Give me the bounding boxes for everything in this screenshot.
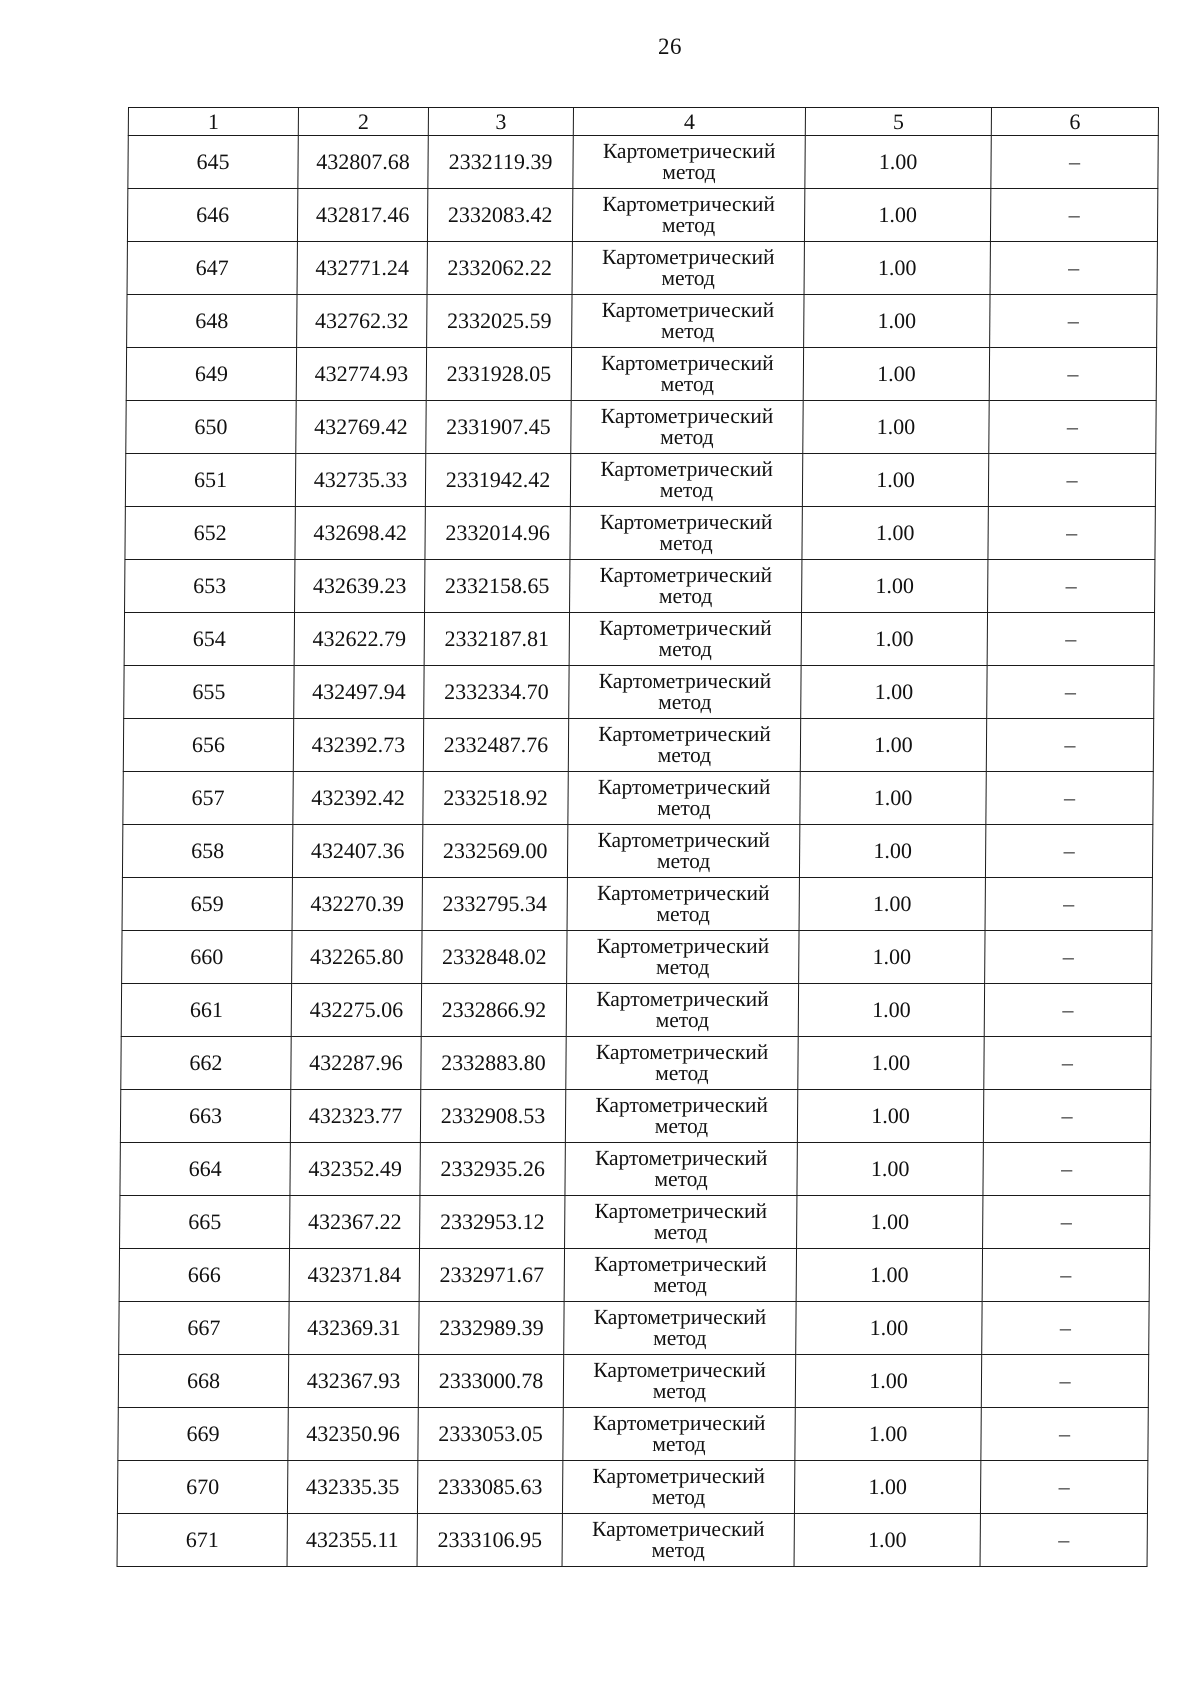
accuracy-value: 1.00 (800, 772, 986, 825)
method-cell (566, 984, 798, 1037)
method-cell (573, 136, 805, 189)
table-row (124, 613, 1154, 666)
coordinate-y: 2332908.53 (420, 1090, 565, 1143)
accuracy-value: 1.00 (797, 1196, 983, 1249)
method-name-line-1: Картометрический (592, 1411, 766, 1435)
coordinate-y: 2332848.02 (422, 931, 567, 984)
header-row (128, 108, 1158, 136)
point-number: 662 (121, 1037, 291, 1090)
table-row (120, 1196, 1150, 1249)
method-name-line-2: метод (661, 266, 715, 290)
coordinate-y: 2332518.92 (423, 772, 568, 825)
coordinate-y: 2332935.26 (420, 1143, 565, 1196)
accuracy-value: 1.00 (799, 931, 985, 984)
accuracy-value: 1.00 (796, 1302, 982, 1355)
method-cell (565, 1143, 797, 1196)
method-cell (565, 1196, 797, 1249)
note-value: – (984, 984, 1151, 1037)
method-name-line-2: метод (653, 1220, 708, 1244)
coordinate-y: 2332953.12 (420, 1196, 565, 1249)
method-cell (570, 560, 802, 613)
point-number: 658 (122, 825, 292, 878)
method-cell (562, 1514, 794, 1567)
header-col-5: 5 (805, 108, 991, 136)
method-cell (563, 1408, 795, 1461)
method-name-line-1: Картометрический (596, 934, 770, 958)
method-name-line-1: Картометрический (599, 563, 773, 587)
table-row (121, 1037, 1151, 1090)
coordinate-x: 432270.39 (292, 878, 422, 931)
header-col-1: 1 (128, 108, 298, 136)
accuracy-value: 1.00 (799, 878, 985, 931)
coordinate-x: 432350.96 (288, 1408, 418, 1461)
table-row (125, 560, 1155, 613)
table-row (117, 1461, 1147, 1514)
table-row (125, 454, 1155, 507)
coordinate-y: 2332083.42 (427, 189, 572, 242)
point-number: 657 (123, 772, 293, 825)
coordinate-y: 2331928.05 (426, 348, 571, 401)
point-number: 670 (117, 1461, 287, 1514)
method-name-line-1: Картометрический (597, 775, 771, 799)
note-value: – (986, 772, 1153, 825)
coordinate-x: 432735.33 (295, 454, 425, 507)
note-value: – (989, 401, 1156, 454)
accuracy-value: 1.00 (796, 1249, 982, 1302)
method-cell (570, 454, 802, 507)
method-cell (570, 507, 802, 560)
accuracy-value: 1.00 (802, 454, 988, 507)
note-value: – (987, 613, 1154, 666)
note-value: – (983, 1090, 1150, 1143)
coordinate-y: 2333000.78 (418, 1355, 563, 1408)
method-name-line-1: Картометрический (597, 828, 771, 852)
accuracy-value: 1.00 (802, 507, 988, 560)
accuracy-value: 1.00 (804, 189, 990, 242)
method-name-line-2: метод (660, 319, 715, 343)
point-number: 653 (125, 560, 295, 613)
method-name-line-2: метод (656, 902, 710, 926)
method-name-line-1: Картометрический (600, 457, 773, 481)
method-cell (564, 1302, 796, 1355)
note-value: – (982, 1302, 1149, 1355)
accuracy-value: 1.00 (804, 242, 990, 295)
method-name-line-2: метод (652, 1432, 706, 1456)
coordinate-x: 432352.49 (290, 1143, 420, 1196)
method-name-line-1: Картометрический (594, 1252, 767, 1276)
method-cell (572, 295, 804, 348)
note-value: – (983, 1143, 1150, 1196)
point-number: 655 (124, 666, 294, 719)
method-name-line-1: Картометрический (602, 192, 776, 216)
point-number: 671 (117, 1514, 287, 1567)
coordinate-x: 432287.96 (291, 1037, 421, 1090)
coordinate-x: 432265.80 (292, 931, 422, 984)
note-value: – (981, 1355, 1148, 1408)
table-body (117, 136, 1158, 1567)
coordinate-x: 432698.42 (295, 507, 425, 560)
header-col-3: 3 (428, 108, 573, 136)
method-name-line-2: метод (658, 690, 712, 714)
point-number: 648 (127, 295, 297, 348)
coordinate-x: 432335.35 (287, 1461, 417, 1514)
note-value: – (987, 666, 1154, 719)
coordinate-x: 432807.68 (298, 136, 428, 189)
method-name-line-2: метод (655, 955, 710, 979)
method-cell (565, 1090, 797, 1143)
table-row (123, 719, 1153, 772)
method-name-line-1: Картометрический (595, 1093, 768, 1117)
table-row (119, 1302, 1149, 1355)
coordinate-x: 432639.23 (295, 560, 425, 613)
note-value: – (984, 1037, 1151, 1090)
note-value: – (982, 1249, 1149, 1302)
coordinate-y: 2332989.39 (419, 1302, 564, 1355)
accuracy-value: 1.00 (797, 1090, 983, 1143)
note-value: – (989, 348, 1156, 401)
table-row (123, 772, 1153, 825)
method-name-line-2: метод (659, 478, 714, 502)
method-name-line-1: Картометрический (593, 1305, 767, 1329)
method-name-line-2: метод (658, 637, 713, 661)
note-value: – (985, 931, 1152, 984)
method-name-line-1: Картометрический (593, 1358, 766, 1382)
coordinate-y: 2332014.96 (425, 507, 570, 560)
method-name-line-1: Картометрический (602, 139, 776, 163)
note-value: – (980, 1461, 1147, 1514)
method-name-line-2: метод (654, 1167, 708, 1191)
note-value: – (980, 1514, 1147, 1567)
point-number: 646 (127, 189, 297, 242)
coordinate-x: 432762.32 (297, 295, 427, 348)
method-name-line-2: метод (652, 1379, 707, 1403)
point-number: 664 (120, 1143, 290, 1196)
accuracy-value: 1.00 (804, 295, 990, 348)
table-row (122, 825, 1152, 878)
method-name-line-1: Картометрический (596, 881, 770, 905)
method-name-line-2: метод (660, 372, 715, 396)
method-cell (562, 1461, 794, 1514)
coordinate-y: 2332795.34 (422, 878, 567, 931)
method-cell (571, 348, 803, 401)
note-value: – (988, 560, 1155, 613)
method-cell (564, 1249, 796, 1302)
coordinate-y: 2333053.05 (418, 1408, 563, 1461)
note-value: – (990, 295, 1157, 348)
coordinate-y: 2332487.76 (423, 719, 568, 772)
coordinate-x: 432367.22 (290, 1196, 420, 1249)
coordinate-y: 2332119.39 (428, 136, 573, 189)
coordinate-x: 432769.42 (296, 401, 426, 454)
method-name-line-1: Картометрический (598, 669, 772, 693)
method-name-line-1: Картометрический (599, 510, 773, 534)
method-name-line-2: метод (653, 1326, 707, 1350)
method-name-line-2: метод (657, 796, 711, 820)
method-name-line-1: Картометрический (601, 351, 774, 375)
coordinate-y: 2332334.70 (424, 666, 569, 719)
note-value: – (990, 189, 1157, 242)
note-value: – (983, 1196, 1150, 1249)
method-cell (568, 719, 800, 772)
method-name-line-2: метод (655, 1008, 710, 1032)
accuracy-value: 1.00 (798, 1037, 984, 1090)
note-value: – (991, 136, 1158, 189)
point-number: 663 (120, 1090, 290, 1143)
coordinate-y: 2332187.81 (424, 613, 569, 666)
table-row (128, 136, 1158, 189)
method-name-line-1: Картометрический (598, 722, 771, 746)
table-row (122, 878, 1152, 931)
table-row (125, 507, 1155, 560)
accuracy-value: 1.00 (805, 136, 991, 189)
coordinate-y: 2333106.95 (417, 1514, 562, 1567)
method-name-line-2: метод (662, 160, 716, 184)
table-row (122, 931, 1152, 984)
method-name-line-2: метод (655, 1061, 709, 1085)
table-row (120, 1090, 1150, 1143)
header-col-2: 2 (298, 108, 428, 136)
coordinate-y: 2332569.00 (422, 825, 567, 878)
coordinate-y: 2331942.42 (425, 454, 570, 507)
method-cell (568, 772, 800, 825)
accuracy-value: 1.00 (801, 613, 987, 666)
coordinate-x: 432392.42 (293, 772, 423, 825)
method-cell (566, 1037, 798, 1090)
method-name-line-1: Картометрический (601, 298, 775, 322)
method-cell (567, 878, 799, 931)
coordinate-y: 2333085.63 (417, 1461, 562, 1514)
table-row (126, 348, 1156, 401)
accuracy-value: 1.00 (801, 666, 987, 719)
coordinate-y: 2332971.67 (419, 1249, 564, 1302)
coordinate-x: 432371.84 (289, 1249, 419, 1302)
method-name-line-2: метод (657, 743, 712, 767)
method-name-line-2: метод (661, 213, 716, 237)
point-number: 669 (118, 1408, 288, 1461)
method-name-line-1: Картометрический (591, 1517, 765, 1541)
method-name-line-2: метод (658, 584, 713, 608)
accuracy-value: 1.00 (795, 1355, 981, 1408)
point-number: 654 (124, 613, 294, 666)
method-name-line-2: метод (653, 1273, 708, 1297)
coordinate-x: 432497.94 (294, 666, 424, 719)
note-value: – (990, 242, 1157, 295)
coordinate-x: 432369.31 (289, 1302, 419, 1355)
coordinate-x: 432774.93 (296, 348, 426, 401)
accuracy-value: 1.00 (794, 1514, 980, 1567)
accuracy-value: 1.00 (803, 348, 989, 401)
method-cell (571, 401, 803, 454)
method-name-line-1: Картометрический (595, 1040, 769, 1064)
point-number: 659 (122, 878, 292, 931)
table-row (119, 1249, 1149, 1302)
method-name-line-2: метод (660, 425, 714, 449)
accuracy-value: 1.00 (799, 825, 985, 878)
coordinate-x: 432392.73 (293, 719, 423, 772)
note-value: – (988, 507, 1155, 560)
coordinate-x: 432817.46 (297, 189, 427, 242)
point-number: 666 (119, 1249, 289, 1302)
header-col-4: 4 (573, 108, 805, 136)
method-cell (569, 613, 801, 666)
method-name-line-1: Картометрический (594, 1146, 768, 1170)
accuracy-value: 1.00 (798, 984, 984, 1037)
point-number: 650 (126, 401, 296, 454)
method-cell (569, 666, 801, 719)
point-number: 652 (125, 507, 295, 560)
table-header (128, 108, 1158, 136)
accuracy-value: 1.00 (795, 1408, 981, 1461)
coordinate-x: 432771.24 (297, 242, 427, 295)
method-name-line-2: метод (656, 849, 711, 873)
method-name-line-1: Картометрический (596, 987, 769, 1011)
method-name-line-1: Картометрический (592, 1464, 766, 1488)
note-value: – (985, 825, 1152, 878)
accuracy-value: 1.00 (803, 401, 989, 454)
table-row (124, 666, 1154, 719)
point-number: 661 (121, 984, 291, 1037)
coordinate-y: 2332158.65 (425, 560, 570, 613)
method-cell (572, 242, 804, 295)
table-row (127, 189, 1157, 242)
table-row (121, 984, 1151, 1037)
method-cell (567, 931, 799, 984)
point-number: 645 (128, 136, 298, 189)
method-cell (567, 825, 799, 878)
coordinate-y: 2332883.80 (421, 1037, 566, 1090)
table-row (118, 1408, 1148, 1461)
point-number: 647 (127, 242, 297, 295)
method-name-line-1: Картометрический (600, 404, 774, 428)
method-name-line-1: Картометрический (601, 245, 775, 269)
coordinate-y: 2332062.22 (427, 242, 572, 295)
coordinate-y: 2332866.92 (421, 984, 566, 1037)
point-number: 660 (122, 931, 292, 984)
point-number: 651 (125, 454, 295, 507)
note-value: – (988, 454, 1155, 507)
table-row (118, 1355, 1148, 1408)
coordinate-x: 432622.79 (294, 613, 424, 666)
point-number: 665 (120, 1196, 290, 1249)
table-row (126, 401, 1156, 454)
method-name-line-1: Картометрический (594, 1199, 768, 1223)
table-row (117, 1514, 1147, 1567)
coordinate-y: 2332025.59 (427, 295, 572, 348)
method-name-line-2: метод (654, 1114, 709, 1138)
coordinate-x: 432367.93 (288, 1355, 418, 1408)
method-name-line-1: Картометрический (599, 616, 772, 640)
page-number: 26 (658, 34, 682, 59)
table-row (127, 295, 1157, 348)
coordinate-y: 2331907.45 (426, 401, 571, 454)
accuracy-value: 1.00 (800, 719, 986, 772)
point-number: 668 (118, 1355, 288, 1408)
coordinate-x: 432323.77 (290, 1090, 420, 1143)
table-row (127, 242, 1157, 295)
note-value: – (985, 878, 1152, 931)
accuracy-value: 1.00 (794, 1461, 980, 1514)
accuracy-value: 1.00 (797, 1143, 983, 1196)
note-value: – (986, 719, 1153, 772)
point-number: 649 (126, 348, 296, 401)
coordinate-x: 432355.11 (287, 1514, 417, 1567)
point-number: 667 (119, 1302, 289, 1355)
accuracy-value: 1.00 (802, 560, 988, 613)
point-number: 656 (123, 719, 293, 772)
table-row (120, 1143, 1150, 1196)
method-name-line-2: метод (651, 1538, 705, 1562)
method-name-line-2: метод (659, 531, 713, 555)
coordinate-x: 432275.06 (291, 984, 421, 1037)
coordinate-x: 432407.36 (292, 825, 422, 878)
method-cell (572, 189, 804, 242)
method-name-line-2: метод (651, 1485, 706, 1509)
note-value: – (981, 1408, 1148, 1461)
coordinates-table (117, 107, 1159, 1567)
header-col-6: 6 (991, 108, 1158, 136)
method-cell (563, 1355, 795, 1408)
